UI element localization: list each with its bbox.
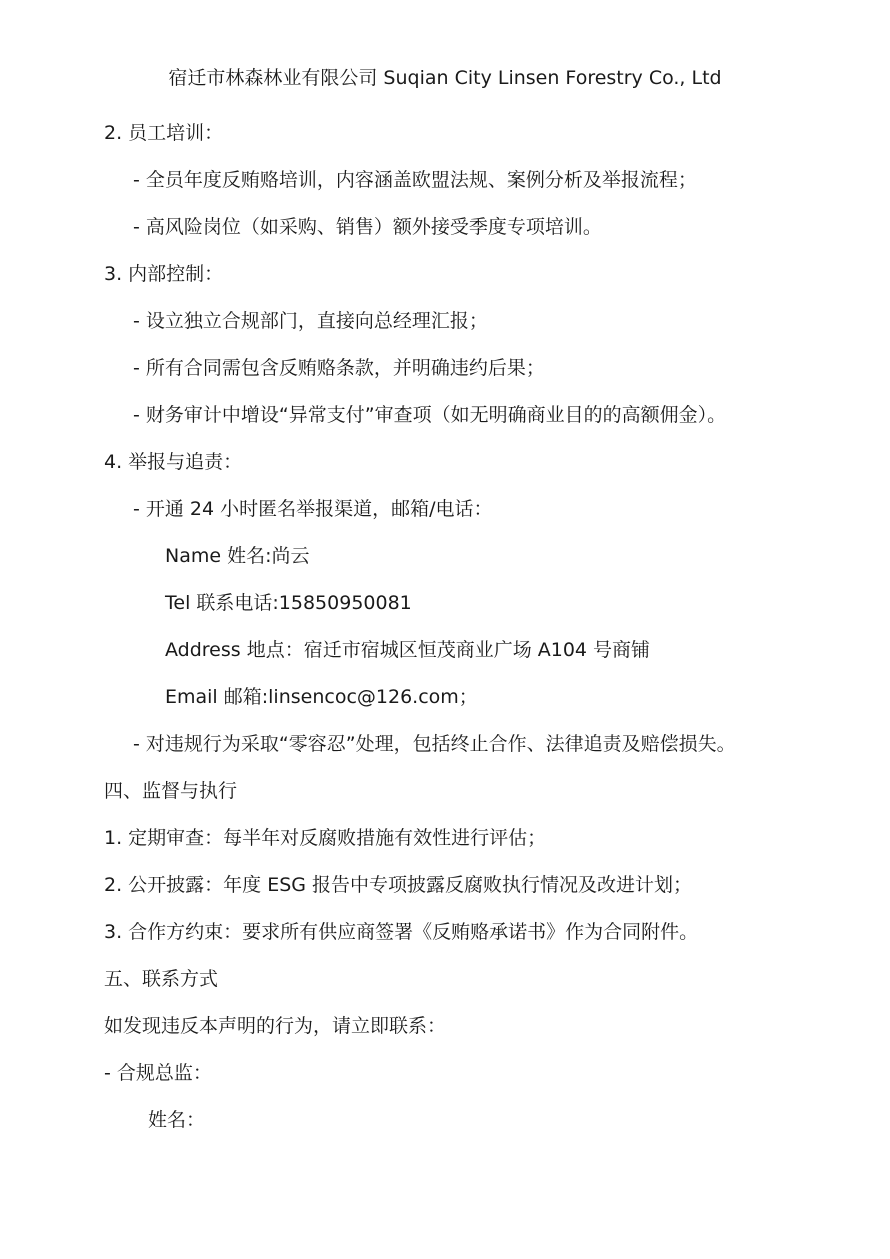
- contact-tel: Tel 联系电话:15850950081: [165, 592, 412, 614]
- contact-address: Address 地点：宿迁市宿城区恒茂商业广场 A104 号商铺: [165, 639, 651, 661]
- bullet-audit-review: - 财务审计中增设“异常支付”审查项（如无明确商业目的的高额佣金）。: [133, 404, 727, 426]
- contact-intro: 如发现违反本声明的行为，请立即联系：: [104, 1015, 447, 1037]
- item-reporting-heading: 4. 举报与追责：: [104, 451, 243, 473]
- section-contact-title: 五、联系方式: [104, 968, 219, 990]
- company-header: 宿迁市林森林业有限公司 Suqian City Linsen Forestry Co., Ltd: [168, 67, 722, 89]
- item-internal-control-heading: 3. 内部控制：: [104, 263, 224, 285]
- contact-email: Email 邮箱:linsencoc@126.com；: [165, 686, 478, 708]
- bullet-zero-tolerance: - 对违规行为采取“零容忍”处理，包括终止合作、法律追责及赔偿损失。: [133, 733, 736, 755]
- bullet-reporting-channel: - 开通 24 小时匿名举报渠道，邮箱/电话：: [133, 498, 493, 520]
- contact-name: Name 姓名:尚云: [165, 545, 310, 567]
- supervision-item-partner: 3. 合作方约束：要求所有供应商签署《反贿赂承诺书》作为合同附件。: [104, 921, 699, 943]
- bullet-annual-training: - 全员年度反贿赂培训，内容涵盖欧盟法规、案例分析及举报流程；: [133, 169, 697, 191]
- item-employee-training-heading: 2. 员工培训：: [104, 122, 224, 144]
- officer-name-label: 姓名：: [148, 1109, 206, 1131]
- supervision-item-disclosure: 2. 公开披露：年度 ESG 报告中专项披露反腐败执行情况及改进计划；: [104, 874, 693, 896]
- bullet-contract-clause: - 所有合同需包含反贿赂条款，并明确违约后果；: [133, 357, 545, 379]
- section-supervision-title: 四、监督与执行: [104, 780, 238, 802]
- supervision-item-review: 1. 定期审查：每半年对反腐败措施有效性进行评估；: [104, 827, 547, 849]
- compliance-officer-label: - 合规总监：: [104, 1062, 212, 1084]
- bullet-compliance-dept: - 设立独立合规部门，直接向总经理汇报；: [133, 310, 488, 332]
- bullet-quarterly-training: - 高风险岗位（如采购、销售）额外接受季度专项培训。: [133, 216, 602, 238]
